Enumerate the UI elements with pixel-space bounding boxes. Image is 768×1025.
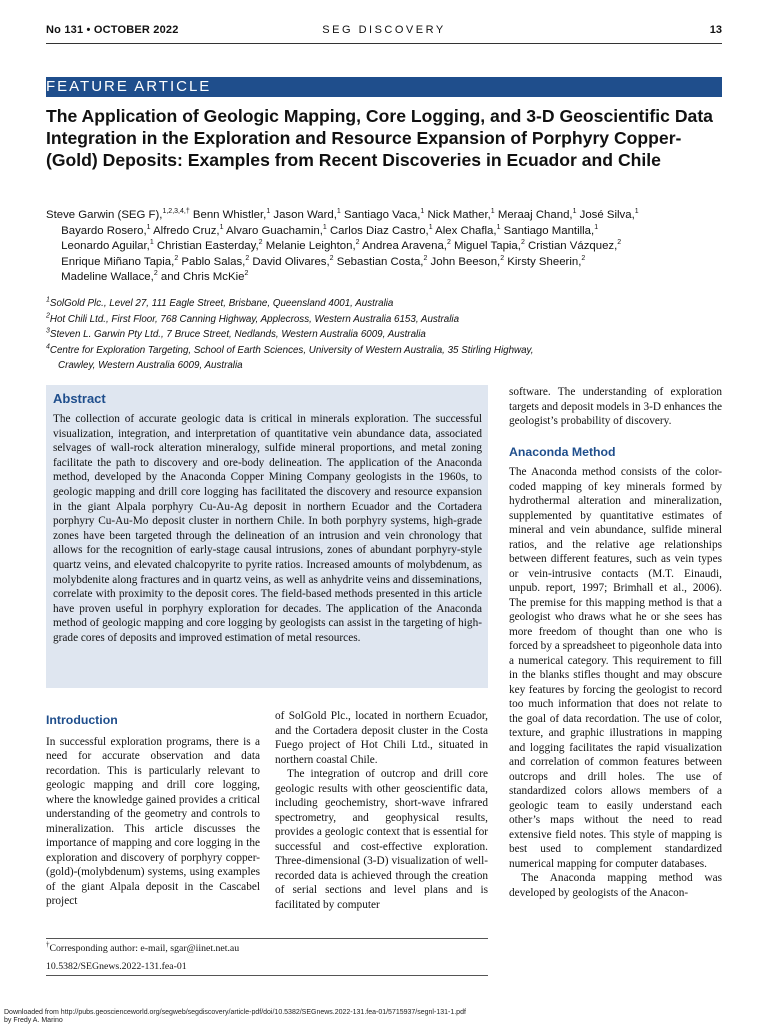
affiliation-text: Hot Chili Ltd., First Floor, 768 Canning Highway, Applecross, Western Australia 6153, Australia — [49, 313, 460, 325]
author-name: José Silva, — [576, 209, 635, 221]
affiliation-line — [46, 343, 726, 359]
affiliation-number: 3 — [46, 327, 50, 335]
author-name: Andrea Aravena, — [359, 240, 447, 253]
corresponding-author-footnote — [46, 940, 488, 954]
author-name: and Chris McKie — [157, 271, 245, 284]
footnote-rule — [46, 938, 488, 939]
abstract-box — [46, 385, 488, 688]
author-name: Santiago Mantilla, — [500, 224, 595, 237]
author-name: Enrique Miñano Tapia, — [58, 255, 175, 268]
author-affiliation-marker: 2 — [329, 254, 334, 262]
affiliation-text: Centre for Exploration Targeting, School of Earth Sciences, University of Western Australia, 35 Stirling Highway, — [49, 344, 534, 356]
author-name: Christian Easterday, — [153, 240, 259, 253]
affiliation-number: 4 — [46, 343, 50, 351]
affiliation-line — [46, 327, 726, 343]
page-number: 13 — [709, 24, 722, 36]
author-affiliation-marker: 1 — [634, 208, 639, 216]
corresponding-author-text: Corresponding author: e-mail, sgar@iinet.net.au — [49, 943, 240, 954]
column-3 — [509, 385, 722, 900]
author-affiliation-marker: 1 — [490, 208, 495, 216]
author-affiliation-marker: 1 — [146, 223, 151, 231]
author-name: Bayardo Rosero, — [58, 224, 147, 237]
running-header — [46, 22, 722, 42]
author-affiliation-marker: 2 — [581, 254, 586, 262]
author-name: Pablo Salas, — [178, 255, 246, 268]
author-affiliation-marker: 1 — [266, 208, 271, 216]
anaconda-paragraph-1: The Anaconda method consists of the color-coded mapping of key minerals formed by hydrothermal alteration and mineralization, supplemented by quantitative estimates of mineral and vein abundance, sulfide mineral ratios, and the relative age relationships between different features, such as vein types or vein-intrusive contacts (M.T. Einaudi, unpub. report, 1997; Brimhall et al., 2006). The premise for this mapping method is that a geologist who draws what he or she sees has more freedom of thought than one who is forced by a spreadsheet to pigeonhole data into a numerical category. This requirement to fill in the blanks stifles thought and may obscure key features by forcing the geologist to record too much information that does not relate to the goal of data recordation. The use of color, texture, and graphic illustrations in mapping and logging facilitates the rapid visualization and correlation of common features between outcrops and drill holes. The use of standardized colors allows members of a geologic team to easily understand each other’s maps without the need to read extensive field notes. This style of mapping is best used to complement standardized numerical mapping for computer databases. — [509, 466, 722, 870]
author-affiliation-marker: 1 — [219, 223, 224, 231]
header-rule — [46, 43, 722, 44]
author-affiliation-marker: 2 — [355, 239, 360, 247]
affiliation-text: SolGold Plc., Level 27, 111 Eagle Street, Brisbane, Queensland 4001, Australia — [49, 298, 394, 309]
column-2 — [275, 709, 488, 912]
author-name: Cristian Vázquez, — [524, 240, 618, 253]
feature-article-banner — [46, 77, 722, 97]
author-name: Carlos Diaz Castro, — [326, 224, 429, 237]
author-name: John Beeson, — [427, 255, 501, 268]
author-affiliation-marker: 2 — [153, 270, 158, 278]
author-name: Alfredo Cruz, — [150, 224, 220, 237]
affiliation-number: 2 — [46, 312, 50, 320]
affiliation-number: 1 — [46, 296, 50, 304]
author-affiliation-marker: 2 — [520, 239, 525, 247]
author-affiliation-marker: 1 — [496, 223, 501, 231]
footnote-rule-bottom — [46, 975, 488, 976]
author-name: Steve Garwin (SEG F), — [46, 209, 163, 221]
author-name: Sebastian Costa, — [333, 255, 424, 268]
issue-label: No 131 • OCTOBER 2022 — [46, 24, 179, 36]
affiliation-line — [46, 296, 726, 312]
download-notice-line-2: by Fredy A. Marino — [4, 1017, 63, 1024]
author-affiliation-marker: 1 — [572, 208, 577, 216]
author-affiliation-marker: 1 — [322, 223, 327, 231]
author-affiliation-marker: 2 — [617, 239, 622, 247]
author-name: Kirsty Sheerin, — [504, 255, 582, 268]
author-name: Alex Chafla, — [432, 224, 497, 237]
author-name: Nick Mather, — [424, 209, 491, 221]
author-name: Melanie Leighton, — [262, 240, 356, 253]
introduction-paragraph-1: In successful exploration programs, there is a need for accurate observation and data recordation. This is particularly relevant to geologic mapping and drill core logging, where the knowledge gained provides a critical understanding of the geometry and controls to mineralization. This article discusses the importance of mapping and core logging in the exploration and discovery of porphyry copper-(gold)-(molybdenum) systems, using examples of the giant Alpala deposit in the Cascabel project — [46, 735, 260, 907]
article-title: The Application of Geologic Mapping, Core Logging, and 3-D Geoscientific Data Integration in the Exploration and Resource Expansion of Porphyry Copper-(Gold) Deposits: Examples from Recent Discoveries in Ecuador and Chile — [46, 106, 713, 170]
introduction-paragraph-1-continued: of SolGold Plc., located in northern Ecuador, and the Cortadera deposit cluster in the Costa Fuego project of Hot Chili Ltd., situated in northern coastal Chile. — [275, 710, 488, 766]
affiliation-text: Steven L. Garwin Pty Ltd., 7 Bruce Street, Nedlands, Western Australia 6009, Australia — [49, 329, 426, 340]
author-name: Meraaj Chand, — [494, 209, 573, 221]
introduction-heading: Introduction — [46, 713, 118, 727]
author-affiliation-marker: 1 — [336, 208, 341, 216]
author-affiliation-marker: 2 — [174, 254, 179, 262]
column-3-continued-text: software. The understanding of exploration targets and deposit models in 3-D enhances the geologist’s probability of discovery. — [509, 386, 722, 427]
journal-name: SEG DISCOVERY — [322, 24, 446, 36]
author-affiliation-marker: 1 — [428, 223, 433, 231]
author-name: Santiago Vaca, — [340, 209, 421, 221]
author-name: Miguel Tapia, — [450, 240, 521, 253]
author-affiliation-marker: 2 — [423, 254, 428, 262]
author-affiliation-marker: 1,2,3,4,† — [162, 208, 190, 216]
column-1 — [46, 713, 260, 909]
doi-footnote[interactable]: 10.5382/SEGnews.2022-131.fea-01 — [46, 961, 187, 972]
author-affiliation-marker: 2 — [244, 270, 249, 278]
author-affiliation-marker: 2 — [446, 239, 451, 247]
author-name: David Olivares, — [249, 255, 330, 268]
author-affiliation-marker: 1 — [149, 239, 154, 247]
anaconda-paragraph-2: The Anaconda mapping method was developed by geologists of the Anacon- — [509, 872, 722, 899]
download-notice-line-1[interactable]: Downloaded from http://pubs.geoscienceworld.org/segweb/segdiscovery/article-pdf/doi/10.5382/SEGnews.2022-131.fea-01/5715937/segnl-131-1.pdf — [4, 1009, 466, 1016]
author-name: Alvaro Guachamin, — [223, 224, 323, 237]
anaconda-method-heading: Anaconda Method — [509, 444, 616, 459]
abstract-heading: Abstract — [53, 391, 106, 406]
footnote-dagger: † — [46, 940, 50, 949]
author-affiliation-marker: 1 — [420, 208, 425, 216]
author-affiliation-marker: 1 — [594, 223, 599, 231]
author-list — [46, 208, 726, 286]
author-name: Leonardo Aguilar, — [58, 240, 150, 253]
affiliations — [46, 296, 726, 374]
author-affiliation-marker: 2 — [245, 254, 250, 262]
abstract-text: The collection of accurate geologic data is critical in minerals exploration. The successful visualization, integration, and interpretation of quantitative vein abundance data, associated selvages of wall-rock alteration mineralogy, sulfide mineral proportions, and metal zoning facilitate the path to discovery and ore-body delineation. The application of the Anaconda method, developed by the Anaconda Copper Mining Company geologists in the 1960s, to geologic mapping and drill core logging has facilitated the discovery and resource expansion in the giant Alpala porphyry Cu-Au-Ag deposit in northern Ecuador and the Cortadera porphyry Cu-Au-Mo deposit cluster in northern Chile. In both porphyry systems, high-grade zones have been targeted through the delineation of an intrusion and vein chronology that allows for the recognition of early-stage causal intrusions, zones of abundant porphyry-style quartz veins, and elevated chalcopyrite to pyrite ratios. Increased amounts of molybdenum, as molybdenite along fractures and in quartz veins, as well as anhydrite veins and disseminations, correlate with proximity to the deposit cores. The field-based methods presented in this article have proven useful in porphyry exploration for decades. The application of the Anaconda method of geologic mapping and core logging by geologists can assist in the targeting of high-grade cores of deposits and improved estimation of metal resources. — [53, 413, 482, 644]
banner-label: FEATURE ARTICLE — [46, 78, 212, 95]
affiliation-line — [46, 312, 726, 328]
author-name: Madeline Wallace, — [58, 271, 154, 284]
download-notice — [4, 1009, 466, 1025]
affiliation-line-continued: Crawley, Western Australia 6009, Australia — [58, 360, 243, 371]
author-affiliation-marker: 2 — [500, 254, 505, 262]
author-name: Benn Whistler, — [189, 209, 267, 221]
introduction-paragraph-2: The integration of outcrop and drill core geologic results with other geoscientific data, including geochemistry, short-wave infrared spectrometry, and geophysical results, provides a geologic context that is essential for successful and cost-effective exploration. Three-dimensional (3-D) visualization of well-recorded data is achieved through the creation of serial sections and level plans and is facilitated by computer — [275, 768, 488, 911]
author-affiliation-marker: 2 — [258, 239, 263, 247]
author-name: Jason Ward, — [270, 209, 337, 221]
